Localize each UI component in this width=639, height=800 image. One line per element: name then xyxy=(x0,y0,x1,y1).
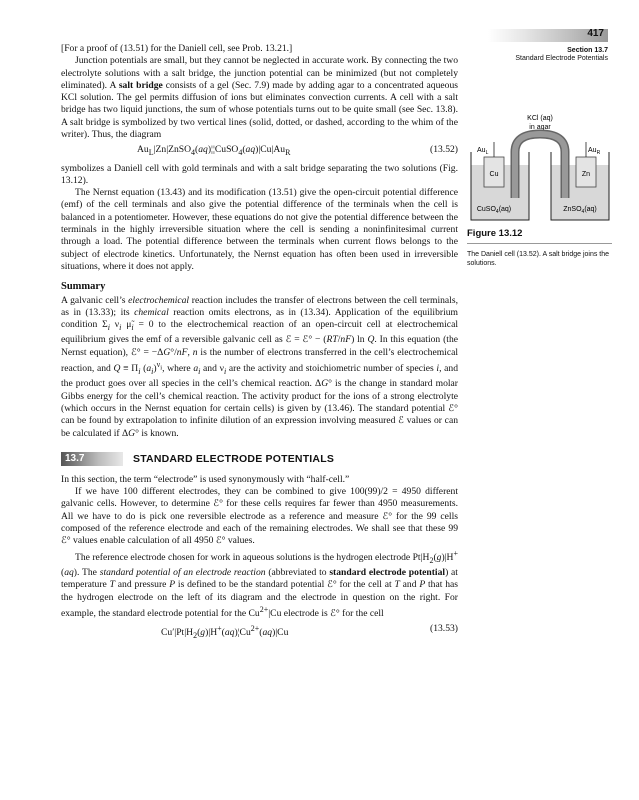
paragraph-6: If we have 100 different electrodes, they can be combined to give 100(99)/2 = 4950 different galvanic cells. However, to determine ℰ° for these cells requires far fewer than 4950 measurements. All we have to do is pick one reversible electrode as a reference and measure ℰ° for the 99 cells composed of the reference electrode and each of the remaining electrodes. We shall see that these 99 ℰ° values enable calculation of all 4950 ℰ° values. xyxy=(61,486,458,547)
figure-label: Figure 13.12 xyxy=(467,228,612,244)
section-title: STANDARD ELECTRODE POTENTIALS xyxy=(133,452,335,465)
paragraph-2: Junction potentials are small, but they cannot be neglected in accurate work. By connecting the two electrolyte solutions with a salt bridge, the junction potential can be minimized (but not completely eliminated). A salt bridge consists of a gel (Sec. 7.9) made by adding agar to a concentrated aqueous KCl solution. The gel permits diffusion of ions but eliminates convection currents. A cell with a salt bridge has two liquid junctions, the sum of whose potentials turns out to be quite small (see Sec. 13.8). A salt bridge is symbolized by two vertical lines (solid, dotted, or dashed, according to the whim of the writer). Thus, the diagram xyxy=(61,55,458,141)
figure-caption-text: The Daniell cell (13.52). A salt bridge joins the solutions. xyxy=(467,251,610,267)
paragraph-4: The Nernst equation (13.43) and its modification (13.51) give the open-circuit potential difference (emf) of the cell terminals and also give the potential difference of the terminals when the cell is balanced in a potentiometer. However, these equations do not give the potential difference between the terminals in the highly irreversible situation where the cell is sending a noninfinitesimal current through a load. The potential difference between the terminals when current flows belongs to the subject of electrode kinetics. Unfortunately, the Nernst equation has often been used in irreversible situations, where it does not apply. xyxy=(61,187,458,272)
equation-13-53 xyxy=(61,623,458,642)
running-head xyxy=(515,47,608,63)
equation-number: (13.53) xyxy=(430,623,458,635)
kcl-label: KCl (aq) xyxy=(527,115,553,122)
cu-label: Cu xyxy=(489,171,499,178)
page-number: 417 xyxy=(587,28,604,39)
au-right-label: $Au_R$ xyxy=(588,147,601,156)
zn-label: Zn xyxy=(581,171,591,178)
paragraph-5: In this section, the term “electrode” is used synonymously with “half-cell.” xyxy=(61,473,350,485)
running-head-title: Standard Electrode Potentials xyxy=(515,55,608,62)
section-number: 13.7 xyxy=(65,452,85,464)
running-head-section: Section 13.7 xyxy=(567,47,608,54)
main-text xyxy=(61,43,458,646)
agar-label: in agar xyxy=(529,124,551,131)
paragraph-3: symbolizes a Daniell cell with gold terminals and with a salt bridge separating the two solutions (Fig. 13.12). xyxy=(61,162,458,186)
section-heading xyxy=(61,452,458,466)
summary-paragraph: A galvanic cell’s electrochemical reaction includes the transfer of electrons between the cell terminals, as in (13.33); its chemical reaction omits electrons, as in (13.34). Application of the equilibrium condition $\Sigma_i$ $\nu_i$ $\mũ_i = 0$ to the electrochemical reaction of an open-circuit cell at electrochemical equilibrium gives the emf of a reversible galvanic cell as ℰ = ℰ° − (RT/nF) ln Q. In this equation (the Nernst equation), ℰ° = −ΔG°/nF, n is the number of electrons transferred in the cell’s electrochemical reaction, and $Q \equiv \Pi_i$ $(a_i)^{\nu_i}$, where $a_i$ and $\nu_i$ are the activity and stoichiometric number of species i, and the product goes over all species in the cell’s chemical reaction. ΔG° is the change in standard molar Gibbs energy for the cell’s chemical reaction. The activity product for the ions of a strong electrolyte (which occurs in the Nernst equation for certain cells) is given by (13.46). The standard potential ℰ° can be found by extrapolation to infinite dilution of an expression involving measured ℰ values or can be calculated if ΔG° is known. xyxy=(61,294,459,439)
paragraph-1: [For a proof of (13.51) for the Daniell cell, see Prob. 13.21.] xyxy=(61,43,293,54)
au-left-label: $Au_L$ xyxy=(477,147,489,156)
figure-caption xyxy=(467,228,612,268)
summary-heading: Summary xyxy=(61,281,106,293)
daniell-cell-figure xyxy=(467,112,612,224)
equation-13-52 xyxy=(61,144,458,159)
section-number-bar xyxy=(61,452,123,466)
header-bar xyxy=(488,29,608,42)
cuso4-label: CuSO$_4$(aq) xyxy=(476,206,512,215)
paragraph-7: The reference electrode chosen for work in aqueous solutions is the hydrogen electrode $Pt|H_2(g)|H^+(aq)$. The standard potential of an electrode reaction (abbreviated to standard electrode potential) at temperature T and pressure P is defined to be the standard potential ℰ° for the cell at T and P that has the hydrogen electrode on the left of its diagram and the electrode in question on the right. For example, the standard electrode potential for the $Cu^{2+}|Cu$ electrode is ℰ° for the cell xyxy=(61,548,458,620)
equation-number: (13.52) xyxy=(430,144,458,156)
equation-expression: $Au_L|Zn|ZnSO_4(aq)¦¦CuSO_4(aq)|Cu|Au_R$ xyxy=(137,144,291,158)
equation-expression: $Cu'|Pt|H_2(g)|H^+(aq)¦Cu^{2+}(aq)|Cu$ xyxy=(161,624,289,641)
znso4-label: ZnSO$_4$(aq) xyxy=(563,206,597,215)
